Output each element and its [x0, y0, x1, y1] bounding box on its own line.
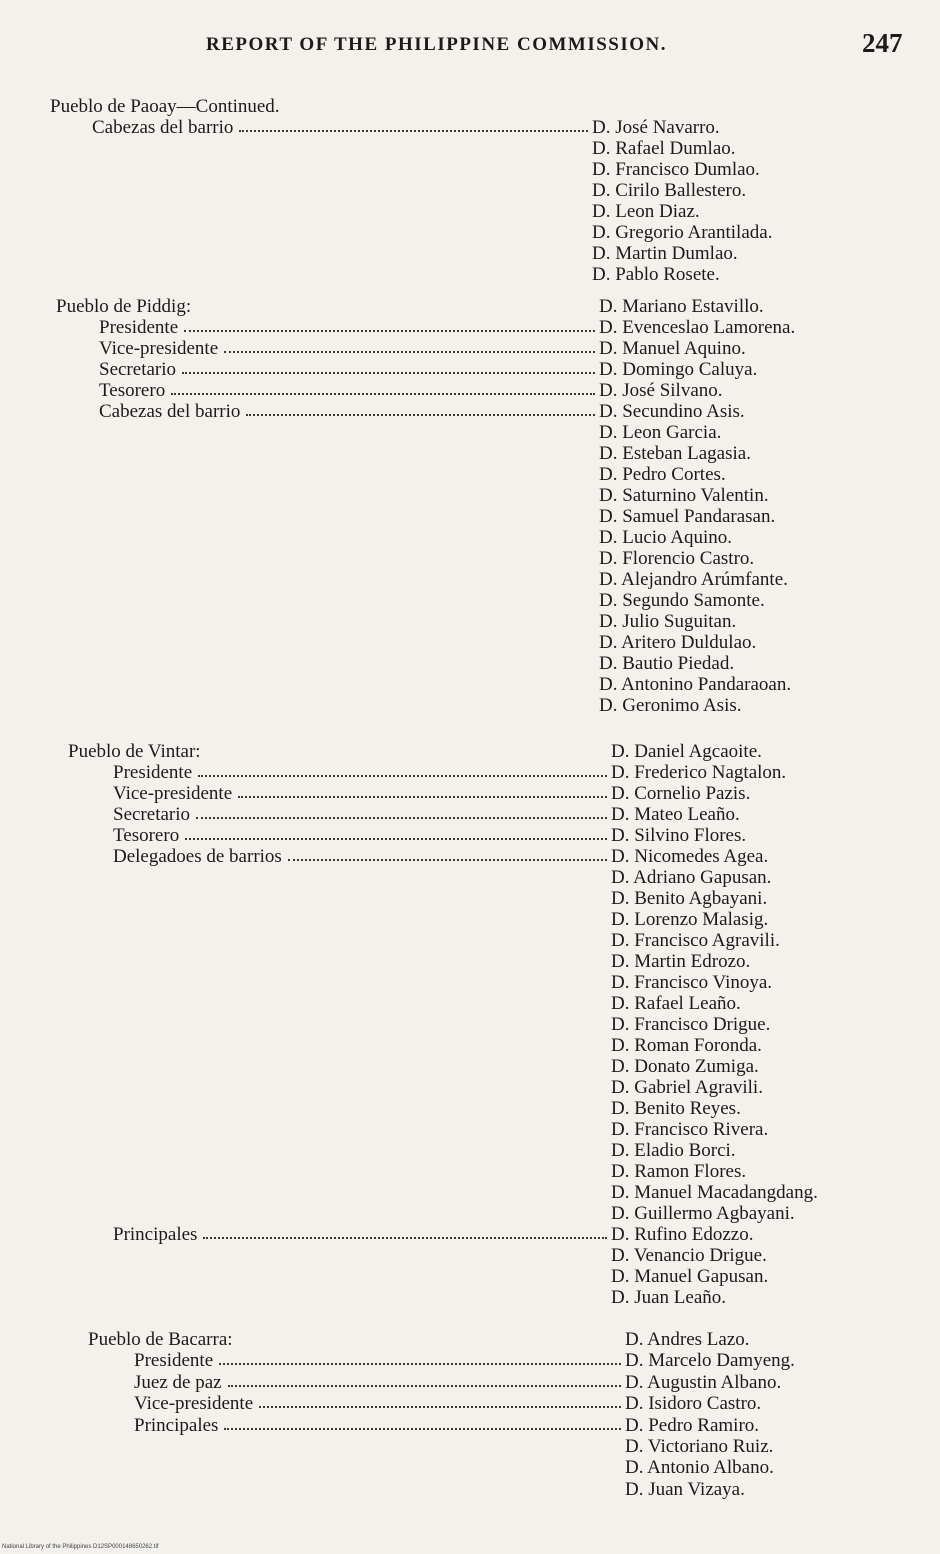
roster-row — [0, 380, 940, 401]
member-name: D. Evenceslao Lamorena. — [599, 317, 796, 338]
running-title: REPORT OF THE PHILIPPINE COMMISSION. — [206, 34, 668, 55]
dot-leader — [246, 414, 595, 416]
dot-leader — [219, 1363, 621, 1365]
member-name: D. Benito Reyes. — [611, 1098, 741, 1119]
member-name: D. Ramon Flores. — [611, 1161, 747, 1182]
member-name: D. Mateo Leaño. — [611, 804, 740, 825]
dot-leader — [196, 817, 607, 819]
pueblo-heading: Pueblo de Paoay—Continued. — [50, 96, 280, 117]
member-name: D. Lucio Aquino. — [599, 527, 732, 548]
roster-row — [0, 1224, 940, 1245]
roster-row — [0, 359, 940, 380]
member-name: D. Benito Agbayani. — [611, 888, 768, 909]
dot-leader — [238, 796, 607, 798]
dot-leader — [224, 1428, 621, 1430]
member-name: D. Pedro Ramiro. — [625, 1415, 760, 1436]
dot-leader — [224, 351, 595, 353]
roster-row — [0, 1436, 940, 1457]
member-name: D. Manuel Gapusan. — [611, 1266, 769, 1287]
member-name: D. Adriano Gapusan. — [611, 867, 772, 888]
roster-row — [0, 1140, 940, 1161]
office-label: Presidente — [99, 317, 179, 338]
office-label: Presidente — [134, 1350, 214, 1371]
roster-row — [0, 993, 940, 1014]
roster-row — [0, 909, 940, 930]
office-label: Vice-presidente — [99, 338, 219, 359]
member-name: D. Martin Dumlao. — [592, 243, 738, 264]
dot-leader — [203, 1237, 607, 1239]
roster-row — [0, 1056, 940, 1077]
member-name: D. Francisco Vinoya. — [611, 972, 773, 993]
roster-row — [0, 569, 940, 590]
roster-row — [0, 96, 940, 117]
dot-leader — [171, 393, 595, 395]
roster-row — [0, 1161, 940, 1182]
roster-row — [0, 296, 940, 317]
roster-row — [0, 422, 940, 443]
roster-row — [0, 443, 940, 464]
member-name: D. Venancio Drigue. — [611, 1245, 767, 1266]
roster-row — [0, 1245, 940, 1266]
member-name: D. Francisco Rivera. — [611, 1119, 769, 1140]
roster-row — [0, 317, 940, 338]
roster-row — [0, 548, 940, 569]
member-name: D. Bautio Piedad. — [599, 653, 735, 674]
pueblo-heading: Pueblo de Bacarra: — [88, 1329, 233, 1350]
page-number: 247 — [862, 28, 903, 58]
roster-row — [0, 611, 940, 632]
office-label: Delegadoes de barrios — [113, 846, 282, 867]
roster-row — [0, 741, 940, 762]
roster-row — [0, 506, 940, 527]
member-name: D. Esteban Lagasia. — [599, 443, 751, 464]
roster-row — [0, 1372, 940, 1393]
member-name: D. Samuel Pandarasan. — [599, 506, 776, 527]
office-label: Secretario — [99, 359, 177, 380]
member-name: D. Leon Garcia. — [599, 422, 722, 443]
roster-row — [0, 464, 940, 485]
roster-row — [0, 243, 940, 264]
roster-row — [0, 867, 940, 888]
roster-row — [0, 1203, 940, 1224]
office-label: Vice-presidente — [113, 783, 233, 804]
member-name: D. Florencio Castro. — [599, 548, 755, 569]
member-name: D. Cornelio Pazis. — [611, 783, 751, 804]
roster-row — [0, 1077, 940, 1098]
member-name: D. Antonio Albano. — [625, 1457, 774, 1478]
office-label: Secretario — [113, 804, 191, 825]
roster-row — [0, 951, 940, 972]
roster-row — [0, 674, 940, 695]
roster-row — [0, 222, 940, 243]
roster-row — [0, 1350, 940, 1371]
member-name: D. Francisco Dumlao. — [592, 159, 760, 180]
roster-row — [0, 1035, 940, 1056]
roster-row — [0, 1329, 940, 1350]
roster-row — [0, 527, 940, 548]
member-name: D. José Navarro. — [592, 117, 720, 138]
scan-credit: National Library of the Philippines D12SP000148650262.tif — [2, 1544, 159, 1550]
member-name: D. Martin Edrozo. — [611, 951, 751, 972]
member-name: D. Francisco Drigue. — [611, 1014, 771, 1035]
dot-leader — [239, 130, 588, 132]
roster-row — [0, 338, 940, 359]
roster-row — [0, 695, 940, 716]
roster-row — [0, 401, 940, 422]
member-name: D. Cirilo Ballestero. — [592, 180, 747, 201]
member-name: D. Pedro Cortes. — [599, 464, 726, 485]
roster-row — [0, 762, 940, 783]
roster-row — [0, 1182, 940, 1203]
dot-leader — [259, 1406, 621, 1408]
office-label: Principales — [113, 1224, 198, 1245]
member-name: D. Gabriel Agravili. — [611, 1077, 763, 1098]
office-label: Juez de paz — [134, 1372, 222, 1393]
roster-row — [0, 930, 940, 951]
pueblo-heading: Pueblo de Vintar: — [68, 741, 201, 762]
roster-row — [0, 1119, 940, 1140]
roster-row — [0, 888, 940, 909]
member-name: D. Geronimo Asis. — [599, 695, 742, 716]
member-name: D. Juan Vizaya. — [625, 1479, 745, 1500]
member-name: D. Andres Lazo. — [625, 1329, 750, 1350]
member-name: D. Manuel Macadangdang. — [611, 1182, 818, 1203]
member-name: D. Nicomedes Agea. — [611, 846, 769, 867]
member-name: D. Secundino Asis. — [599, 401, 745, 422]
roster-row — [0, 1098, 940, 1119]
member-name: D. Aritero Duldulao. — [599, 632, 757, 653]
member-name: D. Saturnino Valentin. — [599, 485, 769, 506]
member-name: D. Victoriano Ruiz. — [625, 1436, 774, 1457]
roster-row — [0, 653, 940, 674]
member-name: D. Rafael Leaño. — [611, 993, 741, 1014]
member-name: D. Segundo Samonte. — [599, 590, 765, 611]
roster-row — [0, 1479, 940, 1500]
member-name: D. Gregorio Arantilada. — [592, 222, 773, 243]
member-name: D. Antonino Pandaraoan. — [599, 674, 792, 695]
office-label: Presidente — [113, 762, 193, 783]
roster-row — [0, 138, 940, 159]
roster-row — [0, 804, 940, 825]
member-name: D. José Silvano. — [599, 380, 723, 401]
office-label: Tesorero — [113, 825, 180, 846]
dot-leader — [228, 1385, 621, 1387]
member-name: D. Manuel Aquino. — [599, 338, 746, 359]
member-name: D. Juan Leaño. — [611, 1287, 727, 1308]
member-name: D. Lorenzo Malasig. — [611, 909, 769, 930]
office-label: Principales — [134, 1415, 219, 1436]
member-name: D. Mariano Estavillo. — [599, 296, 764, 317]
page-header — [0, 28, 940, 68]
member-name: D. Donato Zumiga. — [611, 1056, 759, 1077]
office-label: Vice-presidente — [134, 1393, 254, 1414]
member-name: D. Augustin Albano. — [625, 1372, 782, 1393]
roster-row — [0, 632, 940, 653]
roster-row — [0, 1415, 940, 1436]
member-name: D. Frederico Nagtalon. — [611, 762, 787, 783]
member-name: D. Rufino Edozzo. — [611, 1224, 754, 1245]
member-name: D. Francisco Agravili. — [611, 930, 780, 951]
roster-row — [0, 180, 940, 201]
member-name: D. Pablo Rosete. — [592, 264, 720, 285]
roster-row — [0, 485, 940, 506]
roster-row — [0, 201, 940, 222]
member-name: D. Marcelo Damyeng. — [625, 1350, 795, 1371]
roster-row — [0, 1014, 940, 1035]
member-name: D. Guillermo Agbayani. — [611, 1203, 795, 1224]
member-name: D. Roman Foronda. — [611, 1035, 762, 1056]
dot-leader — [182, 372, 595, 374]
dot-leader — [185, 838, 607, 840]
member-name: D. Isidoro Castro. — [625, 1393, 762, 1414]
dot-leader — [288, 859, 607, 861]
roster-row — [0, 825, 940, 846]
roster-row — [0, 783, 940, 804]
roster-row — [0, 590, 940, 611]
roster-row — [0, 1266, 940, 1287]
dot-leader — [184, 330, 595, 332]
member-name: D. Domingo Caluya. — [599, 359, 758, 380]
roster-row — [0, 846, 940, 867]
member-name: D. Silvino Flores. — [611, 825, 747, 846]
dot-leader — [198, 775, 607, 777]
roster-row — [0, 1393, 940, 1414]
member-name: D. Eladio Borci. — [611, 1140, 736, 1161]
roster-row — [0, 1457, 940, 1478]
office-label: Tesorero — [99, 380, 166, 401]
roster-row — [0, 1287, 940, 1308]
member-name: D. Rafael Dumlao. — [592, 138, 736, 159]
roster-row — [0, 972, 940, 993]
roster-row — [0, 117, 940, 138]
member-name: D. Daniel Agcaoite. — [611, 741, 762, 762]
member-name: D. Alejandro Arúmfante. — [599, 569, 788, 590]
pueblo-heading: Pueblo de Piddig: — [56, 296, 192, 317]
office-label: Cabezas del barrio — [92, 117, 234, 138]
roster-row — [0, 264, 940, 285]
office-label: Cabezas del barrio — [99, 401, 241, 422]
roster-row — [0, 159, 940, 180]
member-name: D. Leon Diaz. — [592, 201, 700, 222]
member-name: D. Julio Suguitan. — [599, 611, 737, 632]
